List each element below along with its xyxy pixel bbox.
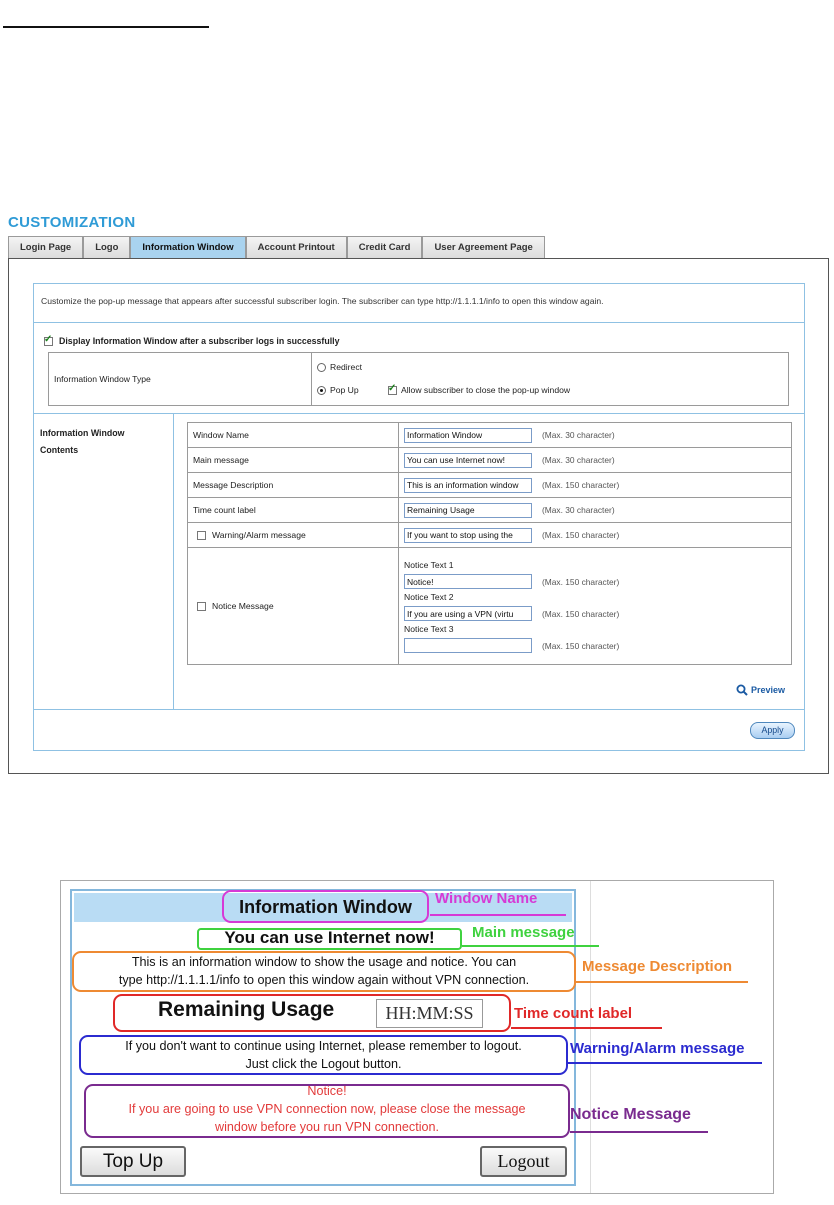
tab-account-printout[interactable]: Account Printout <box>246 236 347 258</box>
popup-warning-line1: If you don't want to continue using Internet, please remember to logout. <box>125 1039 522 1053</box>
contents-label: Information Window Contents <box>40 428 125 455</box>
popup-time-label: Remaining Usage <box>158 998 335 1021</box>
popup-description-line1: This is an information window to show the usage and notice. You can <box>131 955 517 969</box>
table-row <box>188 473 792 498</box>
notice-label: Notice Message <box>212 601 274 611</box>
notice-text1-input[interactable] <box>404 574 532 589</box>
max-length-hint: (Max. 150 character) <box>542 530 620 540</box>
annotation-arrow <box>568 1062 762 1064</box>
redirect-option[interactable] <box>317 362 362 372</box>
divider <box>173 414 174 709</box>
annotation-arrow <box>462 945 599 947</box>
window-type-label: Information Window Type <box>54 374 151 384</box>
warning-input[interactable] <box>404 528 532 543</box>
annotation-main-message: Main message <box>472 924 575 941</box>
tab-credit-card[interactable]: Credit Card <box>347 236 423 258</box>
table-row <box>188 423 792 448</box>
message-description-input[interactable] <box>404 478 532 493</box>
main-message-input[interactable] <box>404 453 532 468</box>
display-info-window-checkbox[interactable] <box>44 337 53 346</box>
top-rule <box>3 26 209 28</box>
annotation-arrow <box>576 981 748 983</box>
contents-table <box>187 422 792 665</box>
warning-cell <box>188 523 399 548</box>
allow-close-label: Allow subscriber to close the pop-up window <box>401 385 571 395</box>
popup-description-line2: type http://1.1.1.1/info to open this window again without VPN connection. <box>118 973 530 987</box>
annotation-arrow <box>570 1131 708 1133</box>
max-length-hint: (Max. 150 character) <box>542 480 620 490</box>
redirect-label: Redirect <box>330 362 362 372</box>
customization-title: CUSTOMIZATION <box>8 214 136 231</box>
notice-text2-input[interactable] <box>404 606 532 621</box>
tab-logo[interactable]: Logo <box>83 236 130 258</box>
annotation-warning: Warning/Alarm message <box>570 1040 745 1057</box>
window-type-box <box>48 352 789 406</box>
apply-button[interactable]: Apply <box>750 722 795 739</box>
divider <box>311 353 312 405</box>
display-info-window-label: Display Information Window after a subscriber logs in successfully <box>59 336 340 346</box>
max-length-hint: (Max. 150 character) <box>542 640 620 651</box>
max-length-hint: (Max. 30 character) <box>542 505 615 515</box>
popup-option[interactable] <box>317 385 359 395</box>
notice-checkbox[interactable] <box>197 602 206 611</box>
table-row <box>188 548 792 665</box>
warning-label: Warning/Alarm message <box>212 530 306 540</box>
warning-checkbox[interactable] <box>197 531 206 540</box>
tab-login-page[interactable]: Login Page <box>8 236 83 258</box>
notice-text3-label: Notice Text 3 <box>404 624 454 634</box>
annotation-window-name: Window Name <box>435 890 538 907</box>
notice-text3-input[interactable] <box>404 638 532 653</box>
annotation-arrow <box>511 1027 662 1029</box>
notice-text2-label: Notice Text 2 <box>404 592 454 602</box>
preview-link[interactable] <box>736 684 785 696</box>
notice-text1-label: Notice Text 1 <box>404 560 454 570</box>
divider <box>34 413 804 414</box>
popup-label: Pop Up <box>330 385 359 395</box>
max-length-hint: (Max. 150 character) <box>542 576 620 587</box>
divider <box>34 322 804 323</box>
table-row <box>188 448 792 473</box>
popup-notice-title: Notice! <box>307 1084 347 1098</box>
message-description-label: Message Description <box>188 473 399 498</box>
notice-cell <box>188 548 399 665</box>
popup-window-name: Information Window <box>239 897 412 917</box>
annotation-arrow <box>430 914 566 916</box>
popup-radio[interactable] <box>317 386 326 395</box>
annotation-notice: Notice Message <box>570 1106 691 1123</box>
max-length-hint: (Max. 150 character) <box>542 608 620 619</box>
popup-warning-line2: Just click the Logout button. <box>245 1057 402 1071</box>
tab-information-window[interactable]: Information Window <box>130 236 245 258</box>
popup-notice-line2: window before you run VPN connection. <box>214 1120 440 1134</box>
popup-time-value: HH:MM:SS <box>376 999 483 1028</box>
max-length-hint: (Max. 30 character) <box>542 430 615 440</box>
annotation-time-count-label: Time count label <box>514 1005 633 1022</box>
tab-bar <box>8 236 545 258</box>
main-message-label: Main message <box>188 448 399 473</box>
time-count-label: Time count label <box>188 498 399 523</box>
top-up-button[interactable]: Top Up <box>80 1146 186 1177</box>
redirect-radio[interactable] <box>317 363 326 372</box>
max-length-hint: (Max. 30 character) <box>542 455 615 465</box>
allow-close-checkbox[interactable] <box>388 386 397 395</box>
time-count-input[interactable] <box>404 503 532 518</box>
popup-notice-line1: If you are going to use VPN connection now, please close the message <box>128 1102 526 1116</box>
tab-user-agreement-page[interactable]: User Agreement Page <box>422 236 544 258</box>
table-row <box>188 523 792 548</box>
window-name-input[interactable] <box>404 428 532 443</box>
preview-label: Preview <box>751 685 786 695</box>
allow-close-option[interactable] <box>388 385 570 395</box>
divider <box>34 709 804 710</box>
intro-text: Customize the pop-up message that appears after successful subscriber login. The subscriber can type http://1.1.1.1/info to open this window again. <box>41 296 604 306</box>
logout-button[interactable]: Logout <box>480 1146 567 1177</box>
popup-main-message: You can use Internet now! <box>224 928 435 947</box>
display-info-window-row <box>44 336 340 346</box>
divider <box>590 881 591 1193</box>
table-row <box>188 498 792 523</box>
magnifier-icon <box>736 684 748 696</box>
window-name-label: Window Name <box>188 423 399 448</box>
annotation-message-description: Message Description <box>582 958 733 975</box>
